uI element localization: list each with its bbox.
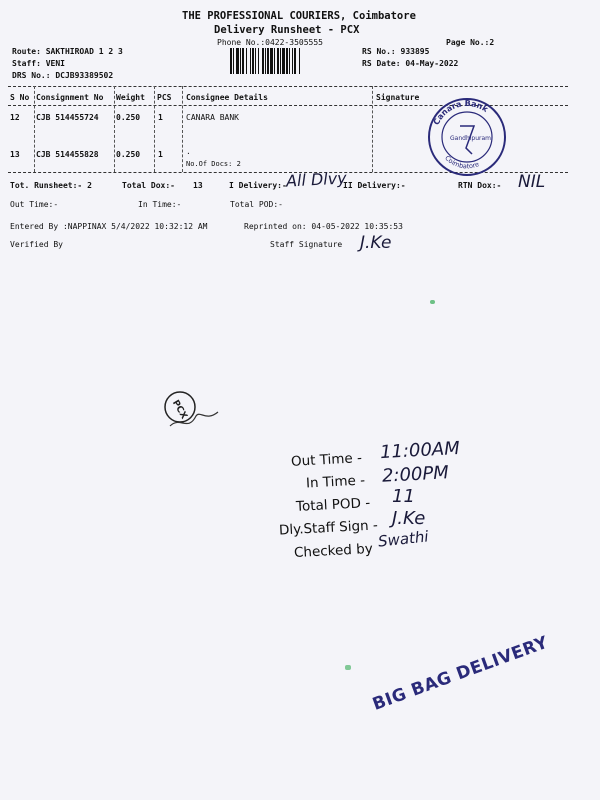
phone-number: Phone No.:0422-3505555 <box>217 38 323 47</box>
stamp-in-time: In Time - <box>305 472 366 492</box>
total-dox-label: Total Dox:- <box>122 181 175 190</box>
rtn-dox-label: RTN Dox:- <box>458 181 502 190</box>
pcx-stamp-text: PCX <box>169 398 189 422</box>
rs-date: RS Date: 04-May-2022 <box>362 59 459 68</box>
i-delivery-label: I Delivery:- <box>229 181 287 190</box>
table-top-rule <box>8 86 568 87</box>
seal-bottom-text: Coimbatore <box>443 154 481 171</box>
company-name: THE PROFESSIONAL COURIERS, Coimbatore <box>182 10 416 22</box>
total-pod-label: Total POD:- <box>230 200 283 209</box>
handwritten-checked-by: Swathi <box>377 527 430 551</box>
handwritten-rtn-dox: NIL <box>518 172 546 192</box>
handwritten-total-pod: 11 <box>392 486 415 507</box>
in-time-label: In Time:- <box>138 200 182 209</box>
col-divider <box>154 86 155 172</box>
row-2-weight: 0.250 <box>116 150 141 159</box>
drs-number: DRS No.: DCJB93389502 <box>12 71 114 80</box>
row-1-pcs: 1 <box>158 113 163 122</box>
svg-text:Coimbatore <box>443 154 480 170</box>
row-1-consignee: CANARA BANK <box>186 113 239 122</box>
col-header-signature: Signature <box>376 93 420 102</box>
stamp-dly-staff-sign: Dly.Staff Sign - <box>278 517 379 539</box>
row-1-sno: 12 <box>10 113 20 122</box>
canara-bank-seal <box>422 96 512 178</box>
col-header-consignment: Consignment No <box>36 93 104 102</box>
out-time-label: Out Time:- <box>10 200 59 209</box>
staff-signature-label: Staff Signature <box>270 240 343 249</box>
row-2-consignment: CJB 514455828 <box>36 150 99 159</box>
entered-by: Entered By :NAPPINAX 5/4/2022 10:32:12 AM <box>10 222 208 231</box>
stamp-total-pod: Total POD - <box>295 495 371 515</box>
scan-speck <box>345 665 351 670</box>
handwritten-in-time: 2:00PM <box>381 462 450 487</box>
document-title: Delivery Runsheet - PCX <box>214 24 360 36</box>
stamp-checked-by: Checked by <box>293 540 374 562</box>
total-dox-value: 13 <box>193 181 203 190</box>
handwritten-out-time: 11:00AM <box>379 437 461 464</box>
ii-delivery-label: II Delivery:- <box>343 181 406 190</box>
barcode <box>230 48 355 74</box>
row-2-docs: No.Of Docs: 2 <box>186 160 241 168</box>
col-divider <box>114 86 115 172</box>
row-1-weight: 0.250 <box>116 113 141 122</box>
row-2-pcs: 1 <box>158 150 163 159</box>
barcode-bar <box>300 48 301 74</box>
col-divider <box>372 86 373 172</box>
page-number: Page No.:2 <box>446 38 495 47</box>
seal-top-text: Canara Bank <box>431 98 490 127</box>
seal-mid-text: Gandhipuram <box>450 135 492 142</box>
col-divider <box>34 86 35 172</box>
scan-speck <box>430 300 435 304</box>
row-2-consignee: . <box>186 147 191 156</box>
col-header-weight: Weight <box>116 93 145 102</box>
big-bag-delivery-stamp: BIG BAG DELIVERY <box>370 632 551 715</box>
staff-label: Staff: VENI <box>12 59 65 68</box>
row-2-sno: 13 <box>10 150 20 159</box>
handwritten-dly-sign: J.Ke <box>392 508 426 529</box>
route-label: Route: SAKTHIROAD 1 2 3 <box>12 47 123 56</box>
stamp-out-time: Out Time - <box>290 450 363 470</box>
pcx-stamp <box>160 386 226 442</box>
col-divider <box>182 86 183 172</box>
verified-by: Verified By <box>10 240 63 249</box>
reprinted-on: Reprinted on: 04-05-2022 10:35:53 <box>244 222 403 231</box>
row-1-consignment: CJB 514455724 <box>36 113 99 122</box>
col-header-sno: S No <box>10 93 30 102</box>
total-runsheet: Tot. Runsheet:- 2 <box>10 181 92 190</box>
rs-number: RS No.: 933895 <box>362 47 430 56</box>
staff-signature-handwritten: J.Ke <box>360 233 392 253</box>
handwritten-i-delivery: All Dlvy <box>285 168 348 191</box>
col-header-pcs: PCS <box>157 93 172 102</box>
col-header-consignee: Consignee Details <box>186 93 268 102</box>
